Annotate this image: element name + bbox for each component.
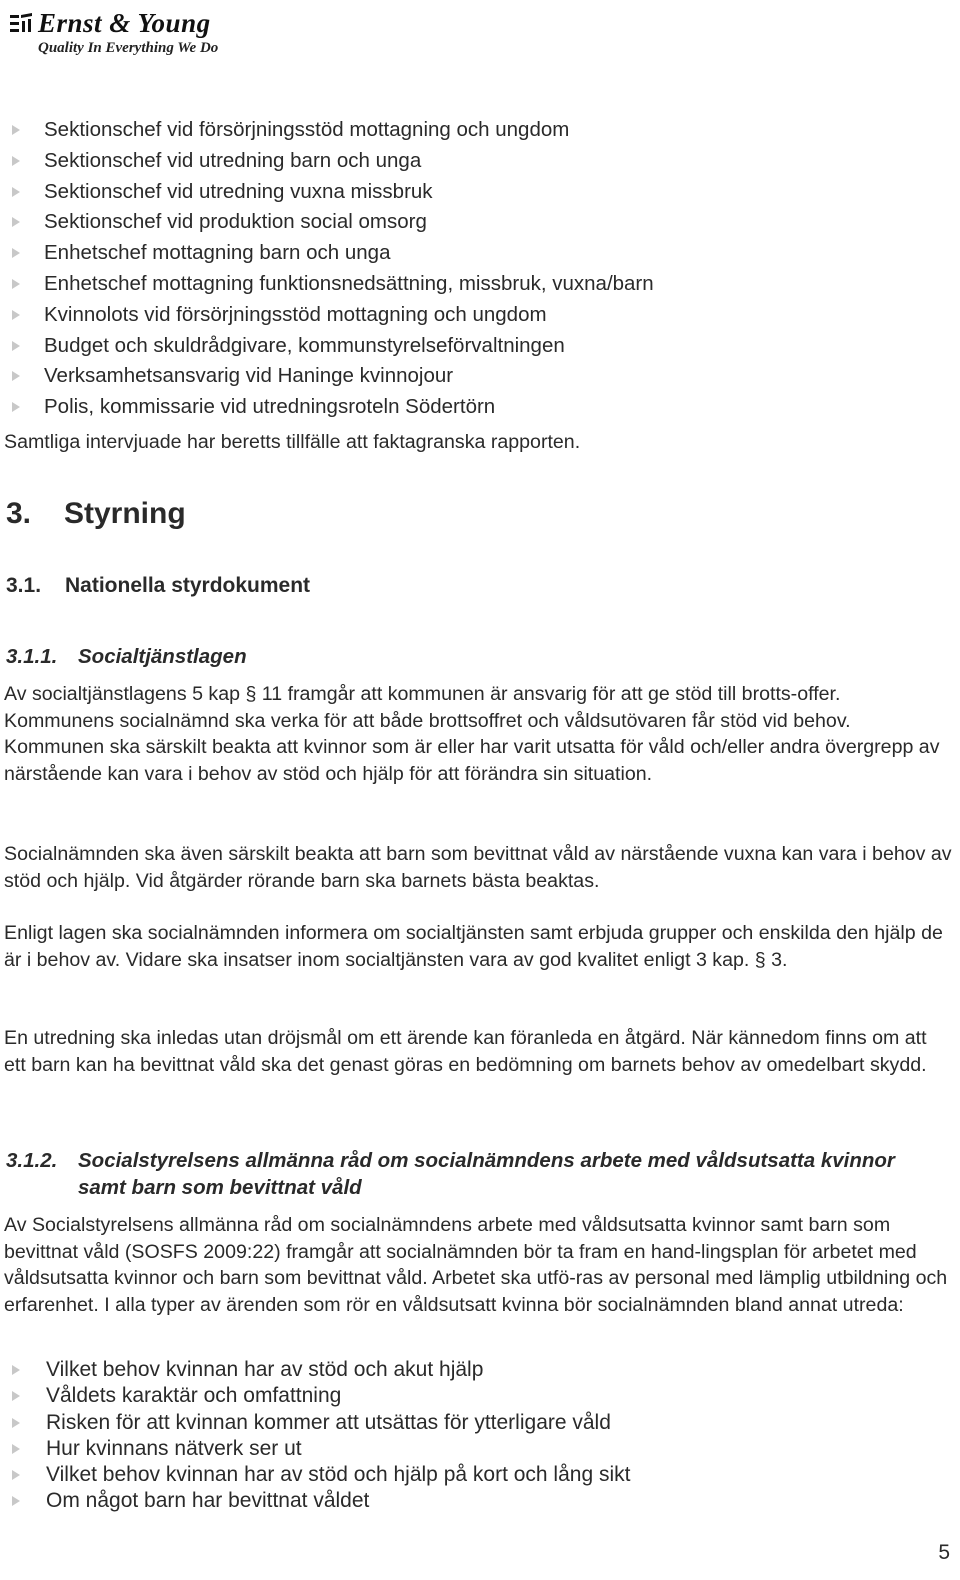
subsubsection-title: Socialtjänstlagen [78, 645, 247, 668]
page-number: 5 [938, 1541, 950, 1564]
subsubsection-heading [6, 643, 938, 670]
subsection-number: 3.1. [6, 574, 42, 597]
factcheck-note: Samtliga intervjuade har beretts tillfälle att faktagranska rapporten. [4, 431, 581, 453]
bullet-triangle-icon [12, 156, 20, 166]
bullet-triangle-icon [12, 217, 20, 227]
subsubsection-heading [6, 1147, 938, 1201]
section-heading [6, 497, 186, 531]
bullet-triangle-icon [12, 187, 20, 197]
paragraph: En utredning ska inledas utan dröjsmål om ett ärende kan föranleda en åtgärd. När kännedom finns om att ett barn kan ha bevittnat våld ska det genast göras en bedömning om barnets behov av omedelbart skydd. [4, 1027, 927, 1076]
paragraph: Socialnämnden ska även särskilt beakta att barn som bevittnat våld av närstående vuxna kan vara i behov av stöd och hjälp. Vid åtgärder rörande barn ska barnets bästa beaktas. [4, 843, 952, 892]
bullet-triangle-icon [12, 341, 20, 351]
bullet-triangle-icon [12, 1496, 20, 1506]
bullet-triangle-icon [12, 1470, 20, 1480]
bullet-triangle-icon [12, 1391, 20, 1401]
subsubsection-number: 3.1.2. [6, 1149, 58, 1172]
bullet-triangle-icon [12, 371, 20, 381]
bullet-triangle-icon [12, 1444, 20, 1454]
section-number: 3. [6, 497, 32, 530]
subsubsection-title: Socialstyrelsens allmänna råd om socialnämndens arbete med våldsutsatta kvinnor samt barn som bevittnat våld [78, 1149, 895, 1199]
company-logo [10, 8, 218, 57]
subsection-title: Nationella styrdokument [65, 574, 311, 597]
bullet-triangle-icon [12, 279, 20, 289]
bullet-triangle-icon [12, 1418, 20, 1428]
bullet-triangle-icon [12, 1365, 20, 1375]
company-name: Ernst & Young [38, 8, 211, 38]
section-title: Styrning [64, 497, 186, 530]
bullet-triangle-icon [12, 248, 20, 258]
paragraph: Enligt lagen ska socialnämnden informera om socialtjänsten samt erbjuda grupper och enskilda den hjälp de är i behov av. Vidare ska insatser inom socialtjänsten vara av god kvalitet enligt 3 kap. § 3. [4, 922, 943, 971]
bullet-triangle-icon [12, 402, 20, 412]
subsection-heading [6, 574, 310, 598]
company-tagline: Quality In Everything We Do [38, 40, 219, 56]
bullet-triangle-icon [12, 125, 20, 135]
bullet-triangle-icon [12, 310, 20, 320]
paragraph: Av Socialstyrelsens allmänna råd om socialnämndens arbete med våldsutsatta kvinnor samt barn som bevittnat våld (SOSFS 2009:22) framgår att socialnämnden bör ta fram en hand-lingsplan för arbetet med våldsutsatta kvinnor och barn som bevittnat våld. Arbetet ska utfö-ras av personal med lämplig utbildning och erfarenhet. I alla typer av ärenden som rör en våldsutsatt kvinna bör socialnämnden bland annat utreda: [4, 1214, 948, 1316]
subsubsection-number: 3.1.1. [6, 645, 58, 668]
paragraph: Av socialtjänstlagens 5 kap § 11 framgår att kommunen är ansvarig för att ge stöd till brotts-offer. Kommunens socialnämnd ska verka för att både brottsoffret och våldsutövaren får stöd vid behov. Kommunen ska särskilt beakta att kvinnor som är eller har varit utsatta för våld och/eller andra övergrepp av närstående kan vara i behov av stöd och hjälp för att förändra sin situation. [4, 683, 940, 785]
ey-logo-mark-icon [10, 13, 32, 35]
